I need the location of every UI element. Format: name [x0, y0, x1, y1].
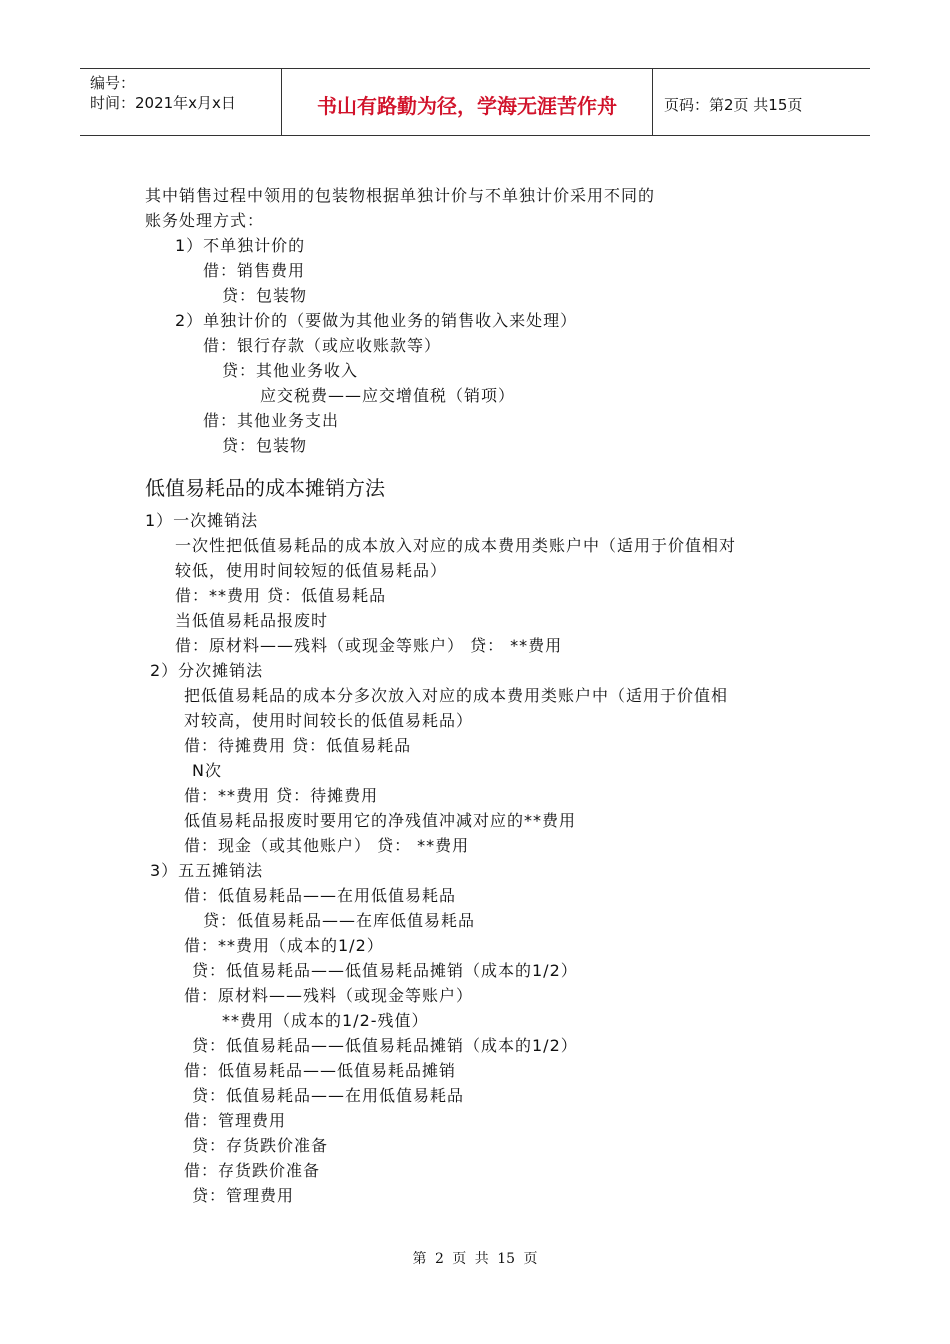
entry-credit: 贷：低值易耗品——低值易耗品摊销（成本的1/2）: [192, 961, 578, 980]
list-heading: 1）一次摊销法: [145, 511, 259, 530]
body-line: 其中销售过程中领用的包装物根据单独计价与不单独计价采用不同的: [145, 186, 656, 205]
header-page-info: 页码：第2页 共15页: [664, 96, 803, 114]
entry-line: 借：现金（或其他账户） 贷： **费用: [184, 836, 470, 855]
entry-credit: 贷：存货跌价准备: [192, 1136, 329, 1155]
list-heading: 2）单独计价的（要做为其他业务的销售收入来处理）: [175, 311, 578, 330]
entry-debit: 借：存货跌价准备: [184, 1161, 321, 1180]
body-line: N次: [192, 761, 222, 780]
entry-credit: 贷：低值易耗品——在用低值易耗品: [192, 1086, 465, 1105]
entry-line: 借：待摊费用 贷：低值易耗品: [184, 736, 412, 755]
entry-line: 借：**费用 贷：待摊费用: [184, 786, 379, 805]
entry-line: 借：**费用 贷：低值易耗品: [175, 586, 387, 605]
list-heading: 3）五五摊销法: [150, 861, 264, 880]
entry-debit: 借：银行存款（或应收账款等）: [203, 336, 442, 355]
entry-credit: 贷：低值易耗品——在库低值易耗品: [203, 911, 476, 930]
header-number-label: 编号：: [90, 74, 136, 92]
header-motto: 书山有路勤为径，学海无涯苦作舟: [317, 94, 617, 118]
entry-debit: 借：管理费用: [184, 1111, 287, 1130]
entry-credit: 贷：包装物: [222, 286, 308, 305]
entry-line: 借：原材料——残料（或现金等账户） 贷： **费用: [175, 636, 563, 655]
entry-debit: 借：低值易耗品——在用低值易耗品: [184, 886, 457, 905]
body-line: 把低值易耗品的成本分多次放入对应的成本费用类账户中（适用于价值相: [184, 686, 729, 705]
header-bottom-rule: [80, 135, 870, 136]
header-time: 时间：2021年x月x日: [90, 94, 236, 112]
entry-debit: 借：低值易耗品——低值易耗品摊销: [184, 1061, 457, 1080]
page-footer: 第 2 页 共 15 页: [412, 1251, 538, 1267]
body-line: 低值易耗品报废时要用它的净残值冲减对应的**费用: [184, 811, 577, 830]
entry-credit: 贷：低值易耗品——低值易耗品摊销（成本的1/2）: [192, 1036, 578, 1055]
entry-credit: 贷：包装物: [222, 436, 308, 455]
entry-credit-sub: 应交税费——应交增值税（销项）: [260, 386, 516, 405]
entry-debit: 借：销售费用: [203, 261, 306, 280]
entry-credit: 贷：管理费用: [192, 1186, 295, 1205]
entry-debit: 借：其他业务支出: [203, 411, 340, 430]
body-line: 账务处理方式：: [145, 211, 265, 230]
list-heading: 1）不单独计价的: [175, 236, 306, 255]
list-heading: 2）分次摊销法: [150, 661, 264, 680]
section-heading: 低值易耗品的成本摊销方法: [145, 476, 385, 500]
body-line: 较低，使用时间较短的低值易耗品）: [175, 561, 448, 580]
entry-credit: 贷：其他业务收入: [222, 361, 359, 380]
body-line: 一次性把低值易耗品的成本放入对应的成本费用类账户中（适用于价值相对: [175, 536, 737, 555]
body-line: 当低值易耗品报废时: [175, 611, 329, 630]
entry-debit: 借：原材料——残料（或现金等账户）: [184, 986, 474, 1005]
body-line: 对较高，使用时间较长的低值易耗品）: [184, 711, 474, 730]
entry-debit-sub: **费用（成本的1/2-残值）: [222, 1011, 429, 1030]
entry-debit: 借：**费用（成本的1/2）: [184, 936, 384, 955]
